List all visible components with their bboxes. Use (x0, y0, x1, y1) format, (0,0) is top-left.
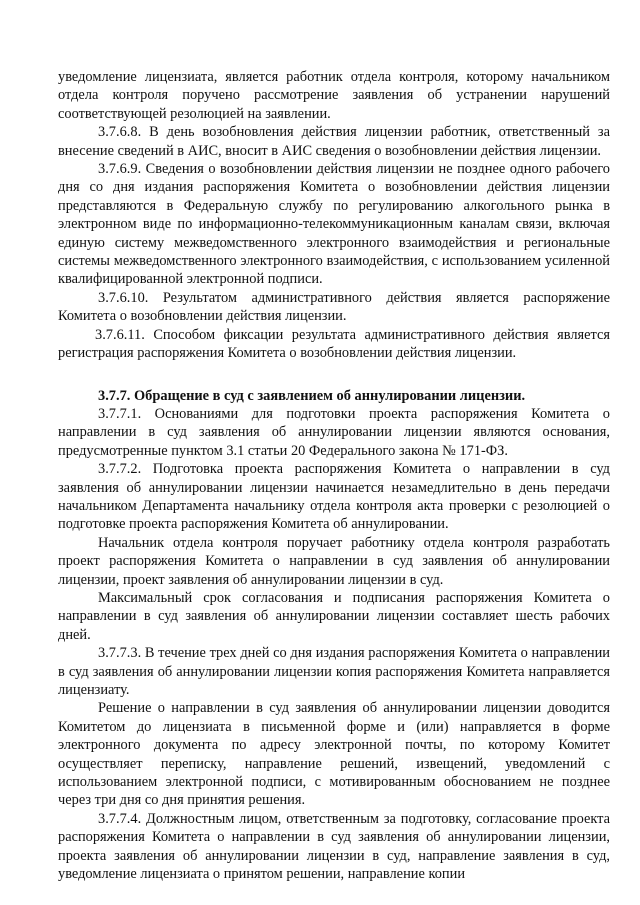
paragraph-continuation: уведомление лицензиата, является работник отдела контроля, которому начальником отдела контроля поручено рассмотрение заявления об устранении нарушений соответствующей резолюцией на заявлении. (58, 69, 610, 122)
paragraph-3-7-7-3: 3.7.7.3. В течение трех дней со дня издания распоряжения Комитета о направлении в суд заявления об аннулировании лицензии копия распоряжения Комитета направляется лицензиату. (58, 645, 610, 698)
paragraph-3-7-6-10: 3.7.6.10. Результатом административного действия является распоряжение Комитета о возобновлении действия лицензии. (58, 289, 610, 325)
section-heading: 3.7.7. Обращение в суд с заявлением об аннулировании лицензии. (98, 387, 526, 404)
paragraph-max-term: Максимальный срок согласования и подписания распоряжения Комитета о направлении в суд заявления об аннулировании лицензии составляет шесть рабочих дней. (58, 589, 610, 643)
paragraph-3-7-6-8: 3.7.6.8. В день возобновления действия лицензии работник, ответственный за внесение сведений в АИС, вносит в АИС сведения о возобновлении действия лицензии. (58, 124, 610, 159)
paragraph-controller-assignment: Начальник отдела контроля поручает работнику отдела контроля разработать проект распоряжения Комитета о направлении в суд заявления об аннулировании лицензии, проект заявления об аннулировании лицензии в суд. (58, 534, 610, 588)
paragraph-decision-notice: Решение о направлении в суд заявления об аннулировании лицензии доводится Комитетом до лицензиата в письменной форме и (или) направляется в форме электронного документа по адресу электронной почты, по которому Комитет осуществляет переписку, направление решений, извещений, уведомлений с использованием электронной подписи, с мотивированным обоснованием не позднее через три дня со дня принятия решения. (58, 700, 610, 809)
document-page (58, 68, 610, 883)
paragraph-3-7-7-1: 3.7.7.1. Основаниями для подготовки проекта распоряжения Комитета о направлении в суд заявления об аннулировании лицензии являются основания, предусмотренные пунктом 3.1 статьи 20 Федерального закона № 171-ФЗ. (58, 405, 610, 459)
paragraph-3-7-7-2: 3.7.7.2. Подготовка проекта распоряжения Комитета о направлении в суд заявления об аннулировании лицензии начинается незамедлительно в день передачи начальником Департамента начальнику отдела контроля акта проверки с резолюцией о подготовке проекта распоряжения Комитета об аннулировании. (58, 461, 610, 533)
section-gap (58, 363, 610, 387)
paragraph-3-7-6-11: 3.7.6.11. Способом фиксации результата административного действия является регистрация распоряжения Комитета о возобновлении действия лицензии. (58, 326, 610, 362)
paragraph-3-7-7-4: 3.7.7.4. Должностным лицом, ответственным за подготовку, согласование проекта распоряжения Комитета о направлении в суд заявления об аннулировании лицензии, проекта заявления об аннулировании лицензии в суд, направление заявления в суд, уведомление лицензиата о принятом решении, направление копии (58, 810, 610, 883)
paragraph-3-7-6-9: 3.7.6.9. Сведения о возобновлении действия лицензии не позднее одного рабочего дня со дня издания распоряжения Комитета о возобновлении действия лицензии представляются в Федеральную службу по регулированию алкогольного рынка в электронном виде по информационно-телекоммуникационным каналам связи, включая единую систему межведомственного электронного взаимодействия и региональные системы межведомственного электронного взаимодействия, с использованием усиленной квалифицированной электронной подписи. (58, 161, 610, 288)
